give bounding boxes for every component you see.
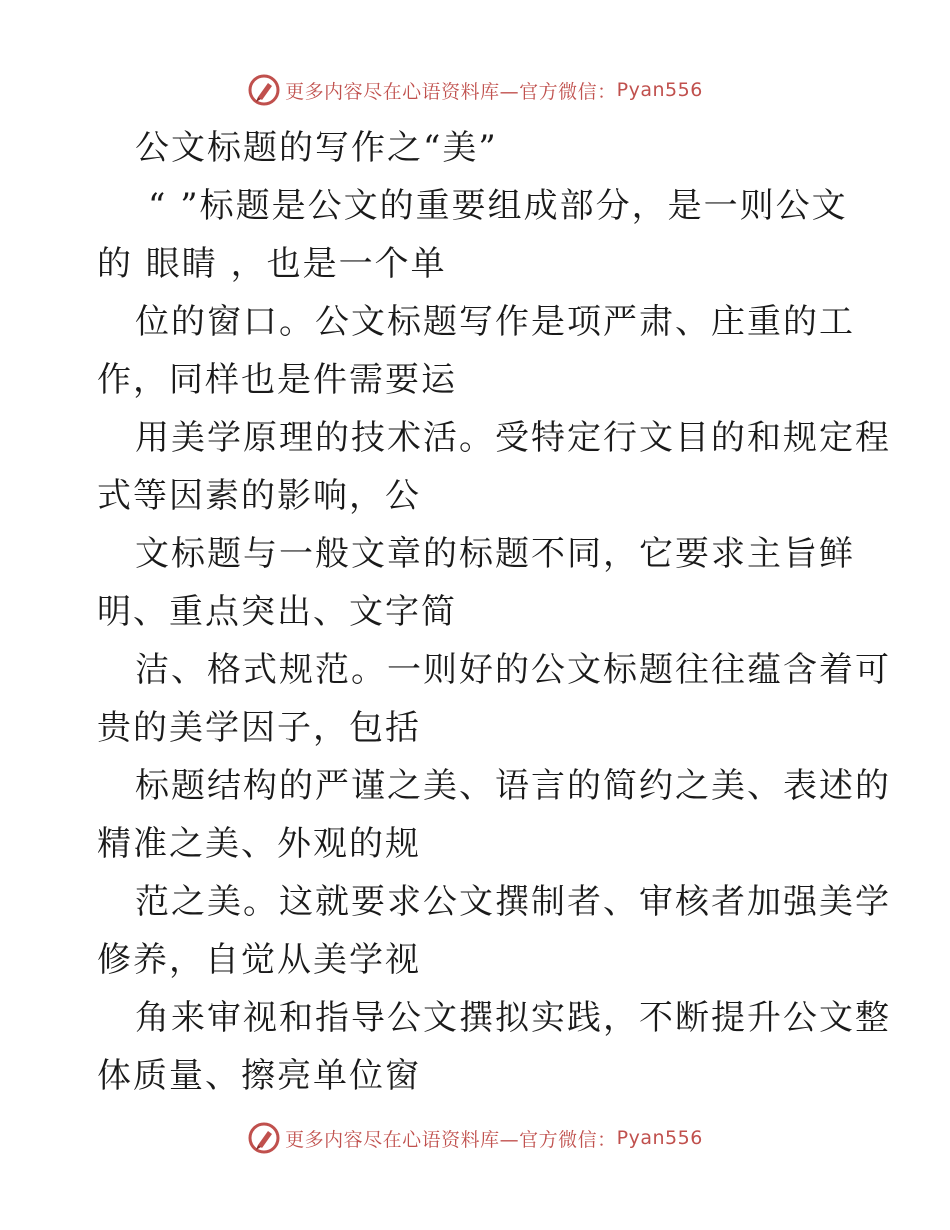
paragraph-line: 作，同样也是件需要运 (97, 360, 457, 400)
paragraph-line: 范之美。这就要求公文撰制者、审核者加强美学 (135, 882, 891, 922)
paragraph-line: 用美学原理的技术活。受特定行文目的和规定程 (135, 418, 891, 458)
pen-nib-circle-icon (247, 1121, 281, 1155)
header-watermark (0, 70, 950, 110)
paragraph-line: 精准之美、外观的规 (97, 824, 421, 864)
paragraph-line: 修养，自觉从美学视 (97, 940, 421, 980)
paragraph-line: 标题结构的严谨之美、语言的简约之美、表述的 (135, 766, 891, 806)
paragraph-line: 贵的美学因子，包括 (97, 708, 421, 748)
watermark-text: 更多内容尽在心语资料库—官方微信： (285, 80, 617, 103)
paragraph-line: 体质量、擦亮单位窗 (97, 1056, 421, 1096)
paragraph-line: 位的窗口。公文标题写作是项严肃、庄重的工 (135, 302, 855, 342)
watermark-id: Pyan556 (616, 1127, 703, 1149)
paragraph-line: “ ”标题是公文的重要组成部分，是一则公文 (148, 186, 848, 226)
paragraph-line: 洁、格式规范。一则好的公文标题往往蕴含着可 (135, 650, 891, 690)
pen-nib-circle-icon (247, 73, 281, 107)
watermark-text: 更多内容尽在心语资料库—官方微信： (285, 1128, 617, 1151)
paragraph-line: 文标题与一般文章的标题不同，它要求主旨鲜 (135, 534, 855, 574)
watermark-id: Pyan556 (616, 79, 703, 101)
footer-watermark (0, 1118, 950, 1158)
paragraph-line: 的 眼睛 ，也是一个单 (97, 244, 447, 284)
paragraph-line: 角来审视和指导公文撰拟实践，不断提升公文整 (135, 998, 891, 1038)
paragraph-line: 式等因素的影响，公 (97, 476, 421, 516)
paragraph-line: 明、重点突出、文字简 (97, 592, 457, 632)
document-title: 公文标题的写作之“美” (135, 128, 498, 168)
